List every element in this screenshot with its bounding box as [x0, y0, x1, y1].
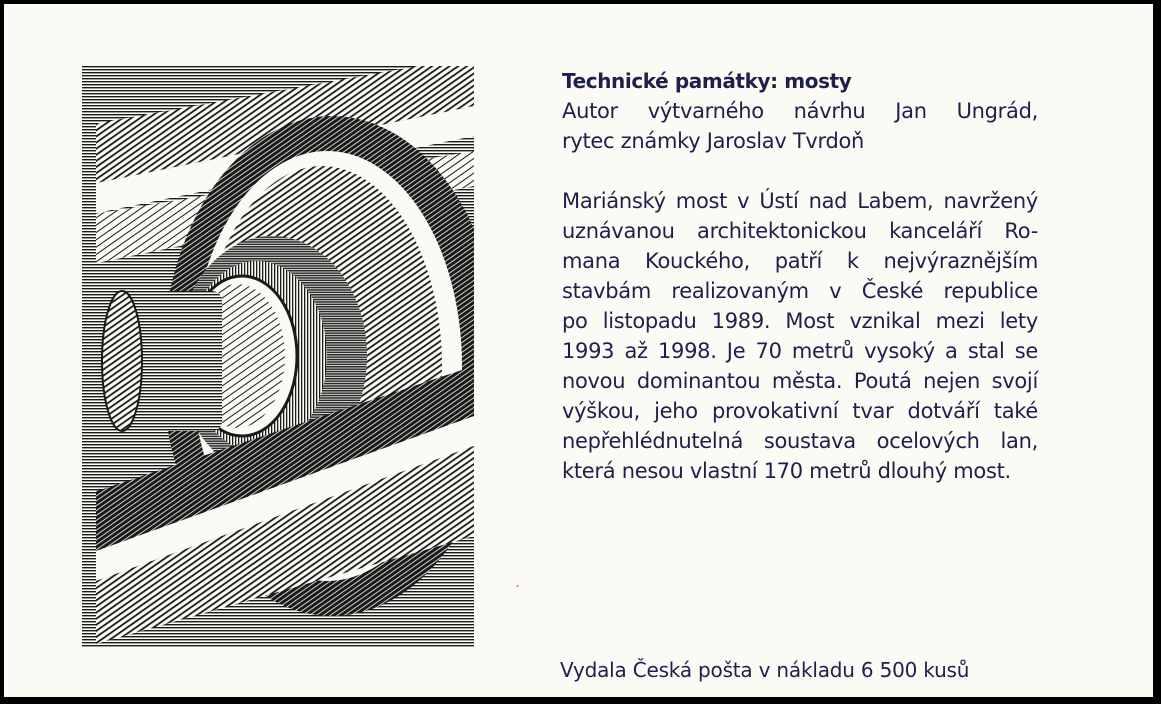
- body-line: uznávanou architektonickou kanceláří Ro-: [562, 219, 1038, 243]
- edition-note: Vydala Česká pošta v nákladu 6 500 kusů: [560, 658, 970, 682]
- stamp-description: [562, 66, 1038, 486]
- credit-line: Autor výtvarného návrhu Jan Ungrád,: [562, 99, 1038, 123]
- body-line: mana Kouckého, patří k nejvýraznějším: [562, 249, 1038, 273]
- body-line: 1993 až 1998. Je 70 metrů vysoký a stal se: [562, 339, 1038, 363]
- page-title: Technické památky: mosty: [562, 69, 852, 93]
- credit-line: rytec známky Jaroslav Tvrdoň: [562, 129, 865, 153]
- stamp-info-card: [4, 4, 1153, 697]
- body-line: stavbám realizovaným v České republice: [562, 279, 1038, 303]
- body-line: Mariánský most v Ústí nad Labem, navržený: [562, 189, 1038, 213]
- body-line: novou dominantou města. Poutá nejen svojí: [562, 369, 1038, 393]
- body-line: nepřehlédnutelná soustava ocelových lan,: [562, 429, 1038, 453]
- paper-speck: [516, 585, 519, 587]
- body-line: výškou, jeho provokativní tvar dotváří také: [562, 399, 1038, 423]
- body-line: po listopadu 1989. Most vznikal mezi lety: [562, 309, 1038, 333]
- bridge-engraving-image: [82, 66, 474, 648]
- body-line: která nesou vlastní 170 metrů dlouhý most.: [562, 459, 1011, 483]
